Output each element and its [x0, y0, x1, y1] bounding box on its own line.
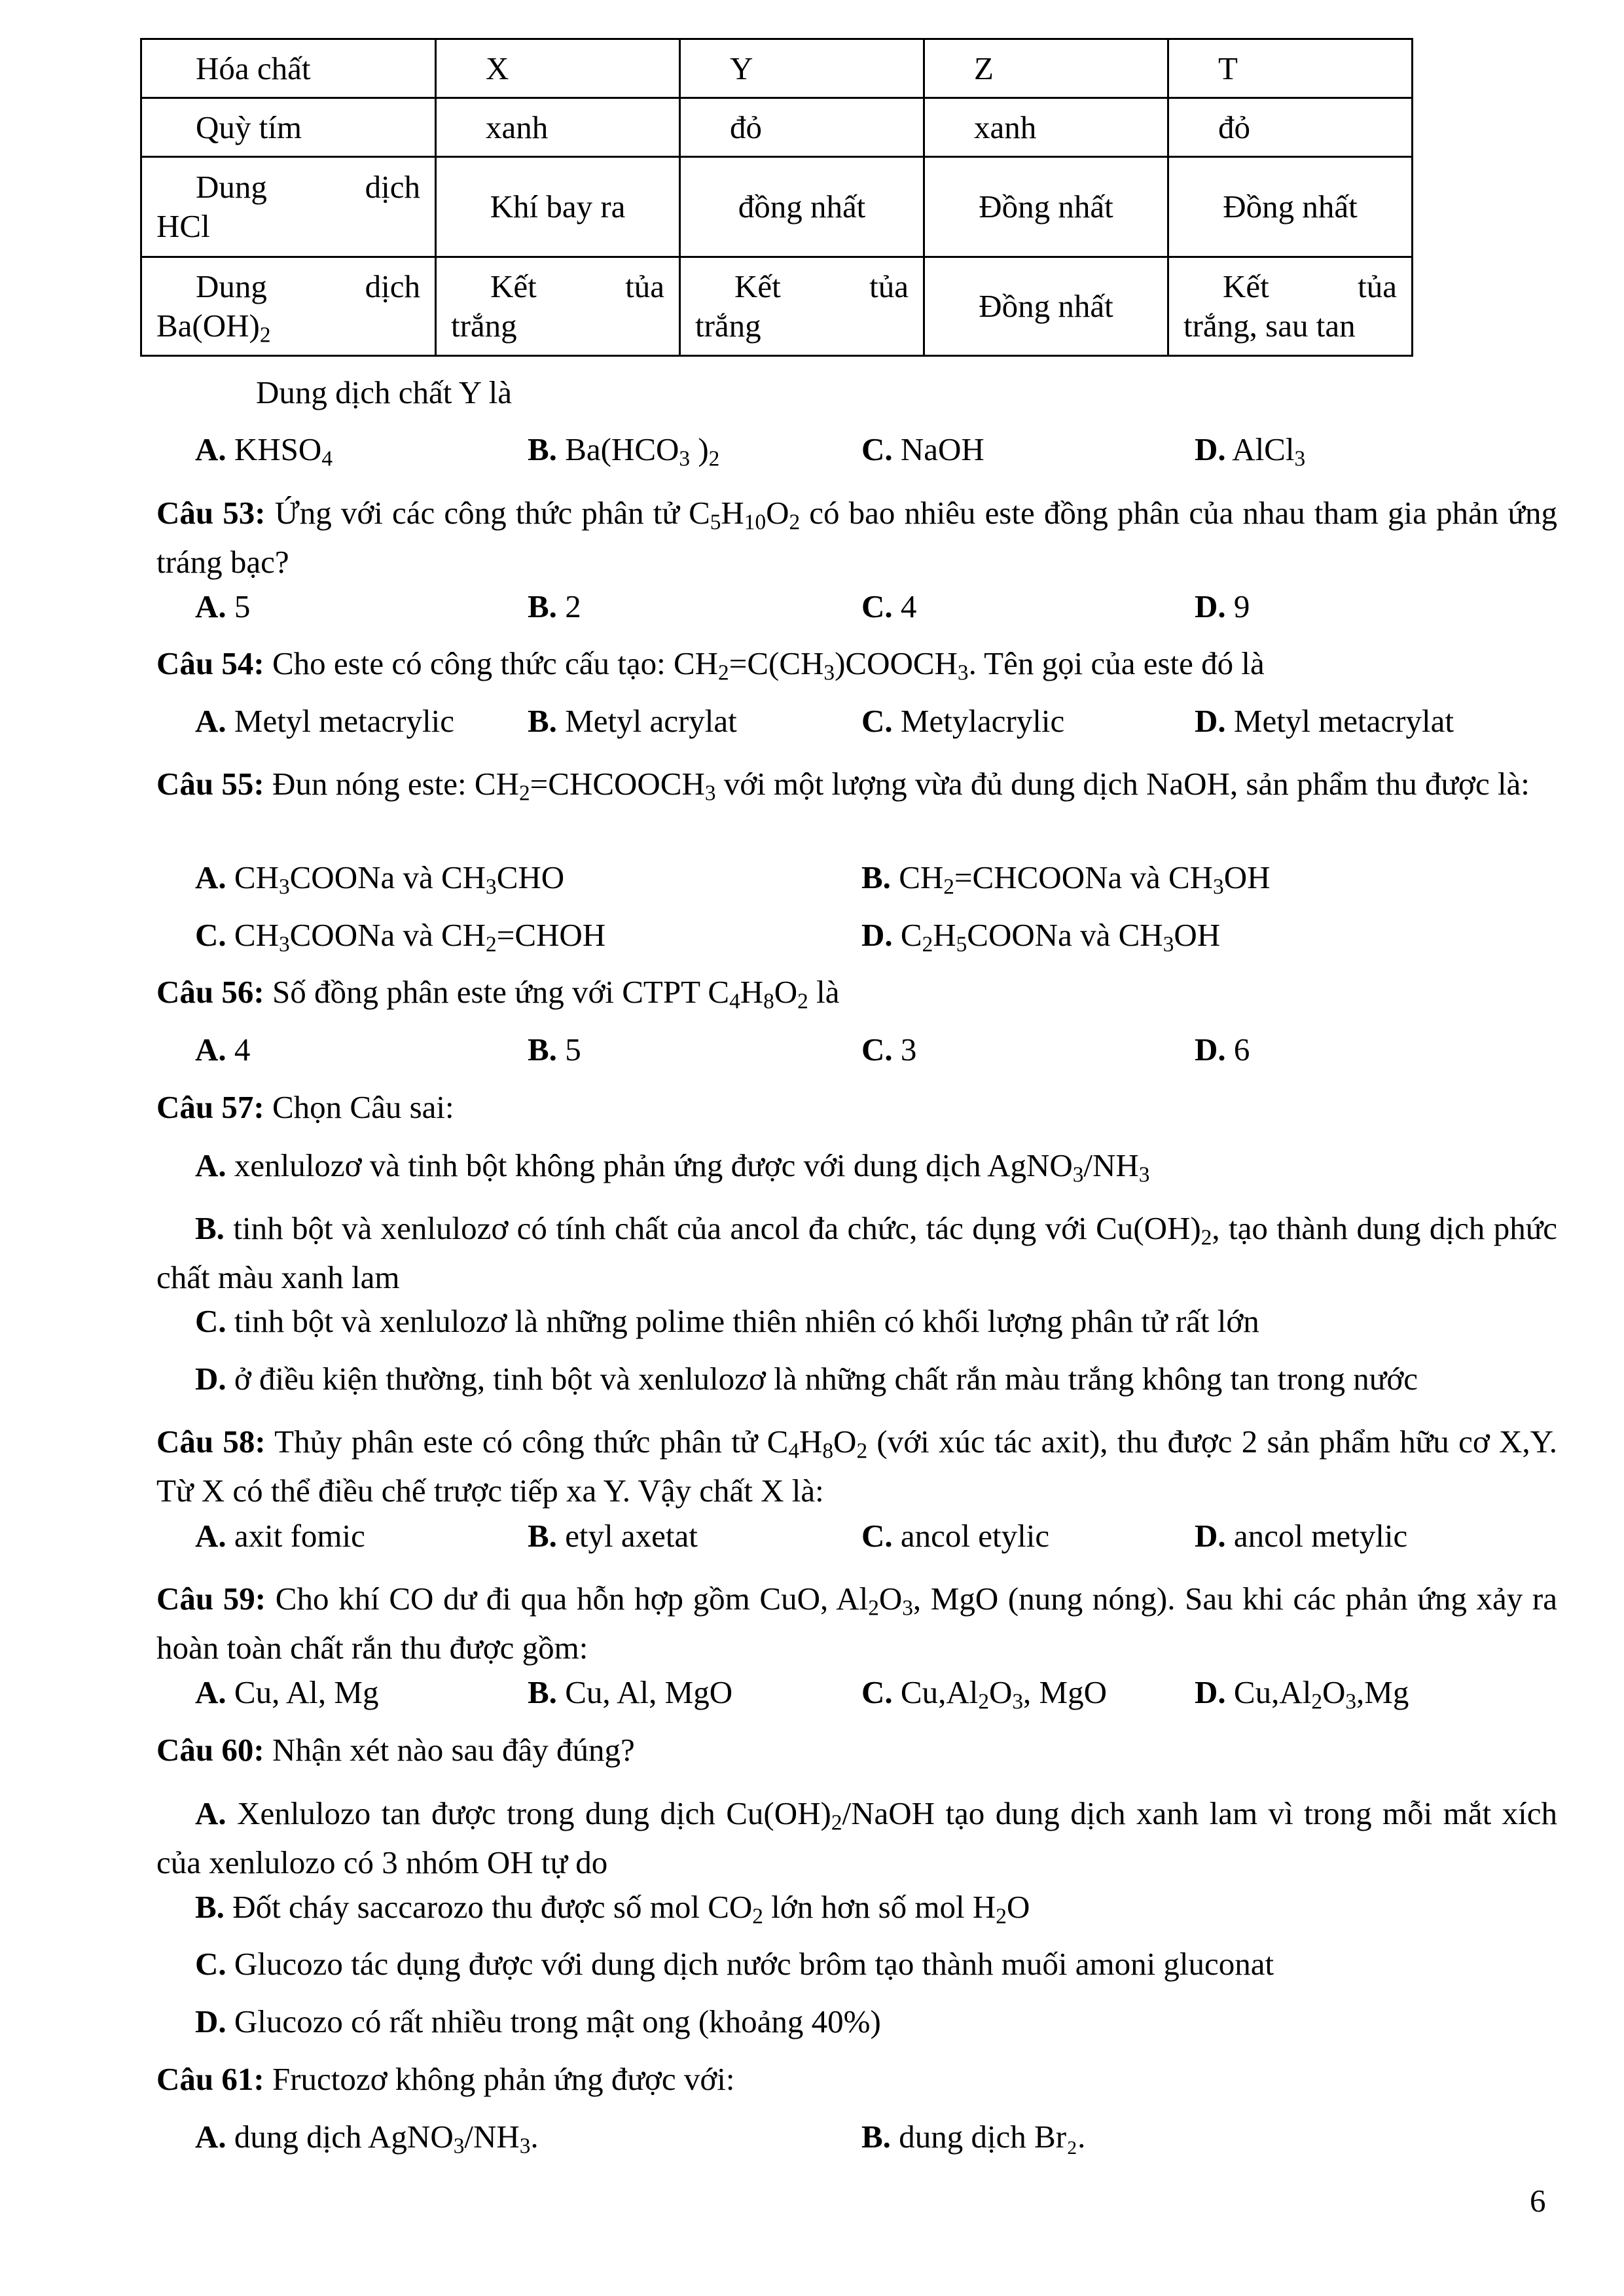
option-text: OH — [1223, 859, 1271, 895]
cell-line: HCl — [156, 208, 210, 244]
option-text: 4 — [900, 588, 917, 624]
option-letter: B. — [528, 588, 557, 624]
subscript: 4 — [321, 446, 333, 471]
subscript: 3 — [957, 660, 969, 685]
question-text: )COOCH — [835, 645, 958, 681]
option-text: CH — [890, 859, 944, 895]
question-text: Fructozơ không phản ứng được với: — [264, 2061, 735, 2097]
table-cell: Quỳ tím — [141, 98, 436, 157]
option-text: 2 — [565, 588, 581, 624]
option-c — [861, 1517, 1049, 1556]
option-text: ancol etylic — [900, 1518, 1050, 1554]
subscript: 8 — [763, 989, 774, 1014]
cell-text: tủa — [869, 268, 909, 304]
question-59 — [156, 1574, 1557, 1672]
question-57 — [156, 1088, 454, 1127]
option-c — [861, 431, 984, 469]
option-text: Glucozo có rất nhiều trong mật ong (khoảng 40%) — [226, 2003, 881, 2039]
option-b — [195, 1888, 1030, 1927]
question-text: có bao nhiêu este đồng phân của nhau tham gia phản ứng tráng bạc? — [156, 495, 1557, 580]
option-letter: A. — [195, 859, 226, 895]
option-letter: B. — [528, 431, 557, 467]
option-a — [195, 1147, 1149, 1185]
option-text: 5 — [234, 588, 251, 624]
option-letter: D. — [1195, 431, 1226, 467]
table-cell: Khí bay ra — [436, 157, 680, 257]
cell-line — [451, 267, 664, 306]
table-cell: Đồng nhất — [924, 157, 1168, 257]
subscript: 3 — [704, 781, 716, 806]
subscript: 2 — [831, 1810, 842, 1835]
option-letter: C. — [861, 1518, 893, 1554]
question-text: O — [878, 1581, 903, 1617]
table-cell: Đồng nhất — [1168, 157, 1413, 257]
table-row — [141, 98, 1413, 157]
option-b — [528, 1517, 698, 1556]
option-text: CH — [226, 859, 279, 895]
cell-text: Kết — [1223, 268, 1269, 304]
option-text: Metyl acrylat — [565, 703, 737, 739]
question-text: Cho este có công thức cấu tạo: CH — [264, 645, 719, 681]
question-text: H — [721, 495, 744, 531]
option-text: Metylacrylic — [900, 703, 1065, 739]
option-d — [1195, 1517, 1407, 1556]
subscript: 2 — [1311, 1689, 1322, 1714]
table-cell: đỏ — [1168, 98, 1413, 157]
option-text: , tạo thành dung dịch phức chất màu xanh lam — [156, 1210, 1557, 1295]
option-text: Glucozo tác dụng được với dung dịch nước brôm tạo thành muối amoni gluconat — [226, 1946, 1274, 1982]
option-text: , MgO — [1023, 1674, 1107, 1710]
table-cell — [436, 257, 680, 356]
option-text: /NH — [1083, 1147, 1139, 1183]
question-61 — [156, 2060, 734, 2099]
option-letter: D. — [1195, 703, 1226, 739]
cell-line: trắng — [451, 308, 517, 344]
option-letter: C. — [195, 1946, 226, 1982]
option-d — [861, 916, 1220, 955]
option-letter: C. — [195, 917, 226, 953]
option-c — [195, 916, 605, 955]
option-text: /NH — [464, 2119, 520, 2155]
option-b — [528, 431, 719, 469]
option-text: Ba(HCO — [556, 431, 679, 467]
subscript: 3 — [519, 2134, 531, 2159]
option-text: Cu, Al, Mg — [234, 1674, 379, 1710]
option-letter: D. — [195, 2003, 226, 2039]
cell-line: trắng — [695, 308, 761, 344]
option-letter: D. — [195, 1361, 226, 1397]
option-b — [528, 588, 581, 626]
option-letter: D. — [1195, 1031, 1226, 1067]
cell-text: Ba(OH) — [156, 308, 260, 344]
subscript: 2 — [978, 1689, 989, 1714]
option-text: ,Mg — [1356, 1674, 1409, 1710]
table-row — [141, 157, 1413, 257]
subscript: 5 — [956, 932, 967, 957]
subscript: 2 — [518, 781, 530, 806]
question-54 — [156, 645, 1265, 683]
option-letter: D. — [1195, 1518, 1226, 1554]
option-b — [861, 2118, 1085, 2157]
question-text: O — [774, 974, 798, 1010]
option-letter: A. — [195, 1518, 226, 1554]
option-text: NaOH — [892, 431, 984, 467]
cell-text: Kết — [490, 268, 537, 304]
option-letter: A. — [195, 1031, 226, 1067]
option-text: Cu, Al, MgO — [565, 1674, 733, 1710]
table-cell: xanh — [924, 98, 1168, 157]
cell-line — [1183, 267, 1397, 306]
question-text: Nhận xét nào sau đây đúng? — [264, 1732, 635, 1768]
subscript: 3 — [823, 660, 835, 685]
question-label: Câu 57: — [156, 1089, 264, 1125]
question-text: H — [740, 974, 764, 1010]
option-text: dung dịch AgNO — [226, 2119, 454, 2155]
option-text: =CHCOONa và CH — [954, 859, 1214, 895]
option-d — [1195, 702, 1454, 741]
option-text: etyl axetat — [565, 1518, 698, 1554]
subscript: 2 — [797, 989, 808, 1014]
option-text: lớn hơn số mol H — [763, 1889, 996, 1925]
question-text: (với xúc tác axit), thu được 2 sản phẩm hữu cơ X,Y. Từ X có thể điều chế trược tiếp xa Y. Vậy chất X là: — [156, 1424, 1557, 1509]
option-a — [195, 859, 564, 897]
option-letter: A. — [195, 703, 226, 739]
question-label: Câu 55: — [156, 766, 264, 802]
option-letter: B. — [528, 1518, 557, 1554]
option-a — [195, 431, 333, 469]
option-d — [1195, 588, 1250, 626]
option-text: ở điều kiện thường, tinh bột và xenlulozơ là những chất rắn màu trắng không tan trong nước — [226, 1361, 1418, 1397]
option-text: 9 — [1233, 588, 1250, 624]
option-text: Xenlulozo tan được trong dung dịch Cu(OH) — [226, 1795, 831, 1831]
option-d — [195, 2003, 881, 2041]
option-d — [1195, 431, 1305, 469]
option-letter: A. — [195, 1674, 226, 1710]
subscript: 2 — [1200, 1225, 1212, 1250]
option-text: Đốt cháy saccarozo thu được số mol CO — [224, 1889, 753, 1925]
option-text: tinh bột và xenlulozơ là những polime thiên nhiên có khối lượng phân tử rất lớn — [226, 1303, 1259, 1339]
option-letter: B. — [528, 1674, 557, 1710]
reagent-table — [140, 38, 1413, 357]
option-text: axit fomic — [234, 1518, 365, 1554]
subscript: 5 — [710, 510, 721, 535]
cell-text: tủa — [625, 268, 664, 304]
option-text: CH — [226, 917, 279, 953]
subscript: 4 — [729, 989, 740, 1014]
question-label: Câu 61: — [156, 2061, 264, 2097]
option-text: C — [892, 917, 922, 953]
subscript: 2 — [868, 1596, 879, 1621]
option-letter: C. — [861, 703, 893, 739]
question-label: Câu 56: — [156, 974, 264, 1010]
option-text: O — [1006, 1889, 1030, 1925]
option-letter: B. — [861, 859, 891, 895]
option-text: /NaOH tạo dung dịch xanh lam vì trong mỗi mắt xích của xenlulozo có 3 nhóm OH tự do — [156, 1795, 1557, 1880]
table-header-cell: Y — [680, 39, 924, 98]
option-text: 6 — [1233, 1031, 1250, 1067]
table-row — [141, 257, 1413, 356]
option-letter: A. — [195, 431, 226, 467]
question-text: =CHCOOCH — [530, 766, 705, 802]
option-letter: D. — [861, 917, 893, 953]
question-label: Câu 54: — [156, 645, 264, 681]
cell-text: tủa — [1358, 268, 1397, 304]
option-letter: D. — [1195, 1674, 1226, 1710]
question-53 — [156, 488, 1557, 586]
option-text: O — [1322, 1674, 1346, 1710]
option-d — [1195, 1674, 1409, 1712]
table-cell: đồng nhất — [680, 157, 924, 257]
subscript: 3 — [1345, 1689, 1357, 1714]
option-letter: A. — [195, 2119, 226, 2155]
option-text: Metyl metacrylic — [234, 703, 454, 739]
subscript: 3 — [679, 446, 691, 471]
option-a — [195, 702, 454, 741]
table-cell: đỏ — [680, 98, 924, 157]
question-58 — [156, 1417, 1557, 1515]
option-text: Cu,Al — [892, 1674, 979, 1710]
option-c — [861, 1031, 916, 1069]
table-header-cell: Hóa chất — [141, 39, 436, 98]
option-letter: C. — [861, 1031, 893, 1067]
question-text: =C(CH — [729, 645, 824, 681]
option-text: COONa và CH — [289, 917, 486, 953]
table-header-row — [141, 39, 1413, 98]
subscript: 3 — [902, 1596, 913, 1621]
subscript: 2 — [486, 932, 497, 957]
option-text: tinh bột và xenlulozơ có tính chất của ancol đa chức, tác dụng với Cu(OH) — [224, 1210, 1201, 1246]
cell-line: Dung dịch — [196, 169, 420, 205]
question-text: Thủy phân este có công thức phân tử C — [265, 1424, 789, 1460]
option-text: AlCl — [1225, 431, 1295, 467]
option-text: . — [530, 2119, 539, 2155]
question-text: Cho khí CO dư đi qua hỗn hợp gồm CuO, Al — [266, 1581, 869, 1617]
cell-line — [695, 267, 909, 306]
subscript: 2 — [789, 510, 801, 535]
table-header-cell: Z — [924, 39, 1168, 98]
question-text: Đun nóng este: CH — [264, 766, 519, 802]
subscript: 3 — [1012, 1689, 1024, 1714]
option-text: KHSO — [226, 431, 322, 467]
question-label: Câu 53: — [156, 495, 266, 531]
subscript: 2 — [752, 1904, 763, 1929]
option-text: 5 — [565, 1031, 581, 1067]
option-b — [528, 1674, 732, 1712]
table-header-cell: X — [436, 39, 680, 98]
question-label: Câu 58: — [156, 1424, 266, 1460]
option-text: H — [933, 917, 956, 953]
option-a — [195, 1517, 365, 1556]
subscript: 3 — [1213, 874, 1224, 899]
question-text: với một lượng vừa đủ dung dịch NaOH, sản phẩm thu được là: — [715, 766, 1530, 802]
option-text: OH — [1174, 917, 1221, 953]
question-label: Câu 59: — [156, 1581, 266, 1617]
option-text: 3 — [900, 1031, 917, 1067]
option-b — [528, 1031, 581, 1069]
question-label: Câu 60: — [156, 1732, 264, 1768]
option-a — [195, 1031, 250, 1069]
question-text: là — [808, 974, 840, 1010]
subscript: 8 — [822, 1439, 834, 1463]
option-text: ) — [690, 431, 709, 467]
subscript: 3 — [278, 874, 290, 899]
subscript: 3 — [453, 2134, 465, 2159]
option-a — [156, 1789, 1557, 1887]
option-letter: B. — [528, 703, 557, 739]
subscript: 2 — [259, 323, 271, 348]
option-letter: C. — [861, 588, 893, 624]
question-text: , MgO (nung nóng). Sau khi các phản ứng xảy ra hoàn toàn chất rắn thu được gồm: — [156, 1581, 1557, 1666]
question-text: O — [833, 1424, 857, 1460]
option-letter: C. — [861, 431, 893, 467]
option-text: =CHOH — [496, 917, 606, 953]
question-text: Chọn Câu sai: — [264, 1089, 454, 1125]
option-text: 4 — [234, 1031, 251, 1067]
table-cell: xanh — [436, 98, 680, 157]
question-text: O — [766, 495, 789, 531]
subscript: 2 — [996, 1904, 1007, 1929]
option-a — [195, 588, 250, 626]
option-letter: A. — [195, 588, 226, 624]
option-b — [861, 859, 1270, 897]
table-cell — [141, 157, 436, 257]
option-letter: D. — [1195, 588, 1226, 624]
option-text: COONa và CH — [967, 917, 1163, 953]
option-text: O — [988, 1674, 1013, 1710]
option-text: CHO — [496, 859, 565, 895]
option-a — [195, 2118, 539, 2157]
option-c — [861, 702, 1064, 741]
option-letter: C. — [861, 1674, 893, 1710]
question-text: Số đồng phân este ứng với CTPT C — [264, 974, 730, 1010]
option-text: Metyl metacrylat — [1233, 703, 1454, 739]
subscript: 3 — [1294, 446, 1306, 471]
question-text: H — [799, 1424, 823, 1460]
subscript: 3 — [486, 874, 497, 899]
subscript: 3 — [1163, 932, 1174, 957]
subscript: 2 — [718, 660, 729, 685]
option-letter: B. — [528, 1031, 557, 1067]
subscript: 2 — [856, 1439, 868, 1463]
subscript: 3 — [278, 932, 290, 957]
cell-line — [156, 306, 420, 346]
table-cell: Đồng nhất — [924, 257, 1168, 356]
question-60 — [156, 1731, 635, 1770]
subscript: 3 — [1138, 1162, 1150, 1187]
option-letter: B. — [195, 1210, 225, 1246]
page-number: 6 — [1530, 2183, 1546, 2219]
option-b — [528, 702, 737, 741]
table-header-cell: T — [1168, 39, 1413, 98]
table-cell — [141, 257, 436, 356]
option-letter: A. — [195, 1795, 226, 1831]
option-text: xenlulozơ và tinh bột không phản ứng được với dung dịch AgNO — [226, 1147, 1073, 1183]
option-b — [156, 1204, 1557, 1302]
option-c — [861, 588, 916, 626]
cell-line: trắng, sau tan — [1183, 308, 1356, 344]
option-c — [861, 1674, 1107, 1712]
option-letter: C. — [195, 1303, 226, 1339]
table-cell — [680, 257, 924, 356]
subscript: 10 — [744, 510, 767, 535]
option-text: COONa và CH — [289, 859, 486, 895]
subscript: 2 — [922, 932, 933, 957]
option-c — [195, 1945, 1274, 1984]
question-text: . Tên gọi của este đó là — [968, 645, 1265, 681]
option-d — [195, 1360, 1418, 1399]
option-letter: A. — [195, 1147, 226, 1183]
question-text: Ứng với các công thức phân tử C — [265, 495, 710, 531]
subscript: 3 — [1072, 1162, 1084, 1187]
option-letter: B. — [861, 2119, 891, 2155]
subscript: 2 — [708, 446, 720, 471]
table-cell — [1168, 257, 1413, 356]
option-a — [195, 1674, 378, 1712]
table-question-intro: Dung dịch chất Y là — [256, 374, 512, 410]
option-d — [1195, 1031, 1250, 1069]
option-c — [195, 1302, 1259, 1341]
subscript: 2 — [943, 874, 954, 899]
subscript: 4 — [788, 1439, 799, 1463]
question-55 — [156, 759, 1557, 808]
cell-text: Kết — [734, 268, 781, 304]
option-text: dung dịch Br₂. — [890, 2119, 1086, 2155]
option-text: ancol metylic — [1233, 1518, 1408, 1554]
option-letter: B. — [195, 1889, 225, 1925]
option-text: Cu,Al — [1225, 1674, 1312, 1710]
cell-line: Dung dịch — [196, 268, 420, 304]
question-56 — [156, 973, 839, 1012]
